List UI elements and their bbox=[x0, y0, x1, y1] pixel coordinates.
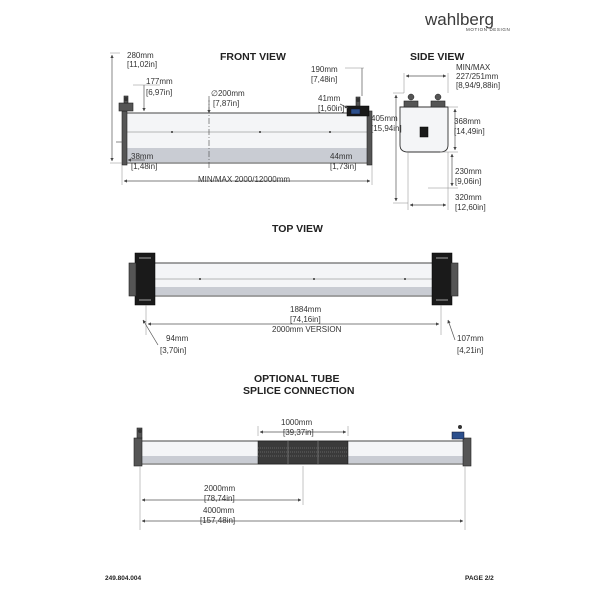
side-depth-in: [12,60in] bbox=[455, 203, 486, 212]
footer bbox=[105, 575, 494, 582]
logo-text: wahlberg bbox=[425, 10, 494, 29]
splice-half-length: 2000mm bbox=[204, 484, 236, 493]
side-width: 227/251mm bbox=[456, 72, 499, 81]
front-view bbox=[110, 51, 372, 185]
front-height-total-in: [11,02in] bbox=[127, 60, 158, 69]
logo-subtitle: MOTION DESIGN bbox=[466, 27, 511, 32]
splice-length-in: [39,37in] bbox=[283, 428, 314, 437]
top-right-mount bbox=[432, 253, 458, 305]
side-mounts bbox=[404, 94, 445, 107]
brand-logo bbox=[424, 10, 510, 32]
splice-title-line1: OPTIONAL TUBE bbox=[254, 373, 340, 385]
front-motor-width-in: [7,48in] bbox=[311, 75, 338, 84]
front-right-end-in: [1,73in] bbox=[330, 162, 357, 171]
splice-total-length: 4000mm bbox=[203, 506, 235, 515]
front-motor-offset: 41mm bbox=[318, 94, 341, 103]
side-height-lower-in: [9,06in] bbox=[455, 177, 482, 186]
splice-view bbox=[134, 373, 471, 530]
side-view bbox=[371, 51, 500, 212]
top-left-mount bbox=[129, 253, 155, 305]
front-left-end: 38mm bbox=[131, 152, 154, 161]
front-bracket-height: 177mm bbox=[146, 77, 173, 86]
front-diameter-in: [7,87in] bbox=[213, 99, 240, 108]
top-right-offset-in: [4,21in] bbox=[457, 346, 484, 355]
front-left-endcap bbox=[122, 111, 127, 165]
doc-number: 249.804.004 bbox=[105, 575, 142, 582]
splice-half-length-in: [78,74in] bbox=[204, 494, 235, 503]
page-number: PAGE 2/2 bbox=[465, 575, 494, 582]
top-length-in: [74,16in] bbox=[290, 315, 321, 324]
front-diameter: ∅200mm bbox=[211, 89, 245, 98]
top-left-offset: 94mm bbox=[166, 334, 189, 343]
front-right-end: 44mm bbox=[330, 152, 353, 161]
side-height-total: 405mm bbox=[371, 114, 398, 123]
front-left-end-in: [1,48in] bbox=[131, 162, 158, 171]
side-height-lower: 230mm bbox=[455, 167, 482, 176]
top-version: 2000mm VERSION bbox=[272, 325, 342, 334]
front-motor-offset-in: [1,60in] bbox=[318, 104, 345, 113]
front-view-title: FRONT VIEW bbox=[220, 51, 286, 63]
front-motor-width: 190mm bbox=[311, 65, 338, 74]
front-overall-length: MIN/MAX 2000/12000mm bbox=[198, 175, 291, 184]
front-height-total: 280mm bbox=[127, 51, 154, 60]
side-width-label: MIN/MAX bbox=[456, 63, 491, 72]
top-length: 1884mm bbox=[290, 305, 322, 314]
side-motor-window bbox=[420, 127, 428, 137]
top-left-offset-in: [3,70in] bbox=[160, 346, 187, 355]
splice-title-line2: SPLICE CONNECTION bbox=[243, 385, 355, 397]
side-height-upper-in: [14,49in] bbox=[454, 127, 485, 136]
side-view-title: SIDE VIEW bbox=[410, 51, 465, 63]
splice-section bbox=[258, 441, 348, 464]
side-depth: 320mm bbox=[455, 193, 482, 202]
top-view bbox=[129, 223, 484, 355]
front-bracket-height-in: [6,97in] bbox=[146, 88, 173, 97]
splice-total-length-in: [157,48in] bbox=[200, 516, 236, 525]
side-width-in: [8,94/9,88in] bbox=[456, 81, 501, 90]
top-right-offset: 107mm bbox=[457, 334, 484, 343]
side-height-upper: 368mm bbox=[454, 117, 481, 126]
splice-left-bracket bbox=[134, 428, 142, 466]
splice-length: 1000mm bbox=[281, 418, 313, 427]
front-motor-unit bbox=[347, 97, 369, 116]
top-view-title: TOP VIEW bbox=[272, 223, 323, 235]
side-height-total-in: [15,94in] bbox=[371, 124, 402, 133]
